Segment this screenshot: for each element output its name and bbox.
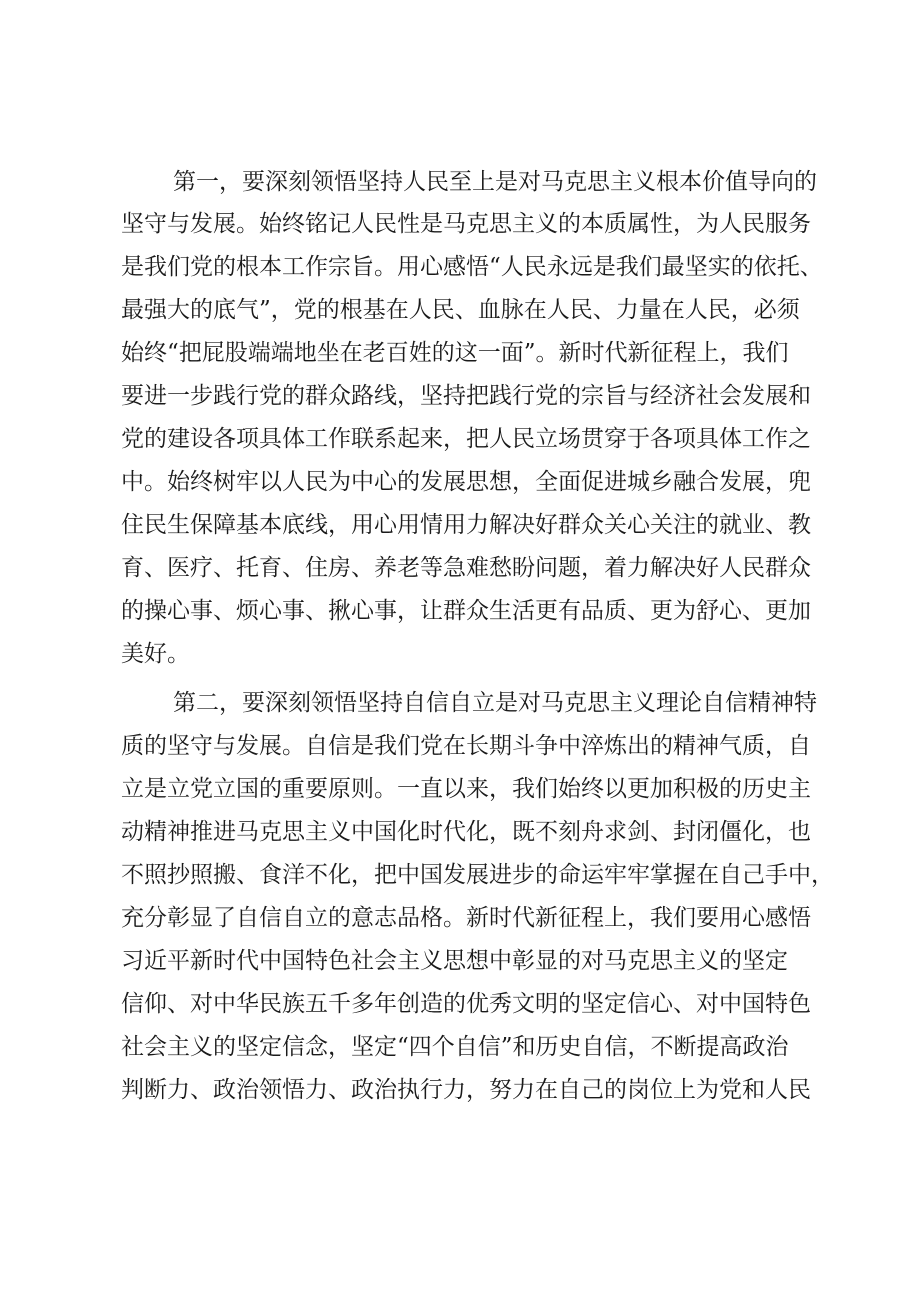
text-line: 第一，要深刻领悟坚持人民至上是对马克思主义根本价值导向的 [173,169,817,195]
text-line: 习近平新时代中国特色社会主义思想中彰显的对马克思主义的坚定 [121,948,788,974]
text-line: 育、医疗、托育、住房、养老等急难愁盼问题，着力解决好人民群众 [121,555,811,581]
text-line: 坚守与发展。始终铭记人民性是马克思主义的本质属性，为人民服务 [121,211,811,237]
text-line: 第二，要深刻领悟坚持自信自立是对马克思主义理论自信精神特 [173,690,817,716]
text-line: 党的建设各项具体工作联系起来，把人民立场贯穿于各项具体工作之 [121,426,811,452]
text-line: 不照抄照搬、食洋不化，把中国发展进步的命运牢牢掌握在自己手中， [121,862,834,888]
text-line: 判断力、政治领悟力、政治执行力，努力在自己的岗位上为党和人民 [121,1077,811,1103]
text-line: 是我们党的根本工作宗旨。用心感悟“人民永远是我们最坚实的依托、 [121,254,823,280]
text-line: 住民生保障基本底线，用心用情用力解决好群众关心关注的就业、教 [121,512,811,538]
text-line: 动精神推进马克思主义中国化时代化，既不刻舟求剑、封闭僵化，也 [121,819,811,845]
text-line: 的操心事、烦心事、揪心事，让群众生活更有品质、更为舒心、更加 [121,598,811,624]
text-line: 质的坚守与发展。自信是我们党在长期斗争中淬炼出的精神气质，自 [121,733,811,759]
text-line: 美好。 [121,641,190,667]
text-line: 社会主义的坚定信念，坚定“四个自信”和历史自信，不断提高政治 [121,1034,789,1060]
text-line: 立是立党立国的重要原则。一直以来，我们始终以更加积极的历史主 [121,776,811,802]
text-line: 充分彰显了自信自立的意志品格。新时代新征程上，我们要用心感悟 [121,905,811,931]
text-line: 始终“把屁股端端地坐在老百姓的这一面”。新时代新征程上，我们 [121,340,789,366]
text-line: 最强大的底气”，党的根基在人民、血脉在人民、力量在人民，必须 [121,297,800,323]
text-line: 要进一步践行党的群众路线，坚持把践行党的宗旨与经济社会发展和 [121,383,811,409]
text-line: 信仰、对中华民族五千多年创造的优秀文明的坚定信心、对中国特色 [121,991,811,1017]
text-line: 中。始终树牢以人民为中心的发展思想，全面促进城乡融合发展，兜 [121,469,811,495]
